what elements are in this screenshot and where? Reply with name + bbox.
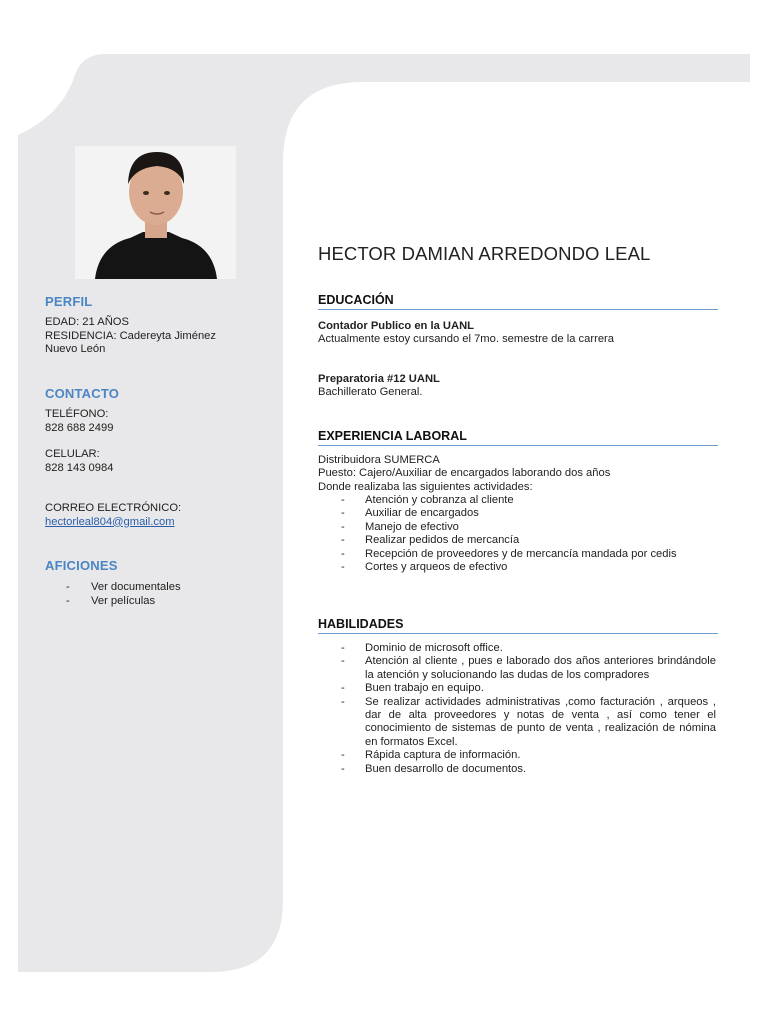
- telefono-label: TELÉFONO:: [45, 408, 109, 420]
- candidate-name: HECTOR DAMIAN ARREDONDO LEAL: [318, 243, 651, 264]
- list-item: - Buen desarrollo de documentos.: [341, 762, 527, 775]
- entry-detail: Actualmente estoy cursando el 7mo. semestre de la carrera: [318, 333, 614, 346]
- contacto-heading: CONTACTO: [45, 386, 120, 401]
- list-item: - Realizar pedidos de mercancía: [341, 534, 520, 547]
- list-item: - Recepción de proveedores y de mercancía mandada por cedis: [341, 547, 677, 560]
- celular-value: 828 143 0984: [45, 461, 114, 474]
- email-link[interactable]: hectorleal804@gmail.com: [45, 515, 175, 528]
- experiencia-actividades-label: Donde realizaba las siguientes actividades:: [318, 480, 533, 493]
- perfil-edad: EDAD: 21 AÑOS: [45, 316, 129, 328]
- perfil-residencia: RESIDENCIA: Cadereyta Jiménez: [45, 329, 216, 342]
- correo-label: CORREO ELECTRÓNICO:: [45, 502, 182, 514]
- entry-heading: Preparatoria #12 UANL: [318, 373, 440, 385]
- list-item: - Ver documentales: [66, 581, 181, 593]
- educacion-entry-1: [318, 320, 718, 347]
- entry-heading: Contador Publico en la UANL: [318, 320, 475, 332]
- perfil-heading: PERFIL: [45, 294, 93, 309]
- aficiones-heading: AFICIONES: [45, 558, 118, 573]
- perfil-details: [45, 316, 216, 357]
- habilidades-list: [341, 642, 716, 776]
- list-item: - Auxiliar de encargados: [341, 507, 479, 520]
- list-item: - Buen trabajo en equipo.: [341, 682, 484, 695]
- correo-block: [45, 502, 181, 529]
- entry-detail: Bachillerato General.: [318, 386, 423, 399]
- aficiones-list: [66, 581, 181, 608]
- list-item: - Se realizar actividades administrativas ,como facturación , arqueos , dar de alta proveedores y notas de venta , así como tener el conocimiento de sistemas de punto de venta , realización de nómina en formatos Excel.: [341, 695, 716, 748]
- list-item: - Cortes y arqueos de efectivo: [341, 561, 508, 574]
- telefono-value: 828 688 2499: [45, 421, 114, 434]
- perfil-residencia-estado: Nuevo León: [45, 343, 106, 356]
- experiencia-list: [341, 494, 716, 574]
- experiencia-intro: [318, 454, 718, 494]
- educacion-heading: EDUCACIÓN: [318, 293, 718, 310]
- experiencia-empresa: Distribuidora SUMERCA: [318, 454, 440, 466]
- list-item: - Atención y cobranza al cliente: [341, 494, 514, 506]
- habilidades-heading: HABILIDADES: [318, 617, 718, 634]
- list-item: - Ver películas: [66, 594, 156, 607]
- list-item: - Dominio de microsoft office.: [341, 642, 503, 654]
- list-item: - Rápida captura de información.: [341, 749, 521, 762]
- educacion-entry-2: [318, 373, 718, 400]
- celular-block: [45, 448, 113, 475]
- experiencia-puesto: Puesto: Cajero/Auxiliar de encargados laborando dos años: [318, 467, 611, 480]
- list-item: - Manejo de efectivo: [341, 520, 459, 533]
- celular-label: CELULAR:: [45, 448, 100, 460]
- profile-photo: [75, 146, 236, 279]
- list-item: - Atención al cliente , pues e laborado dos años anteriores brindándole la atención y solucionando las dudas de los compradores: [341, 655, 716, 681]
- experiencia-heading: EXPERIENCIA LABORAL: [318, 429, 718, 446]
- telefono-block: [45, 408, 113, 435]
